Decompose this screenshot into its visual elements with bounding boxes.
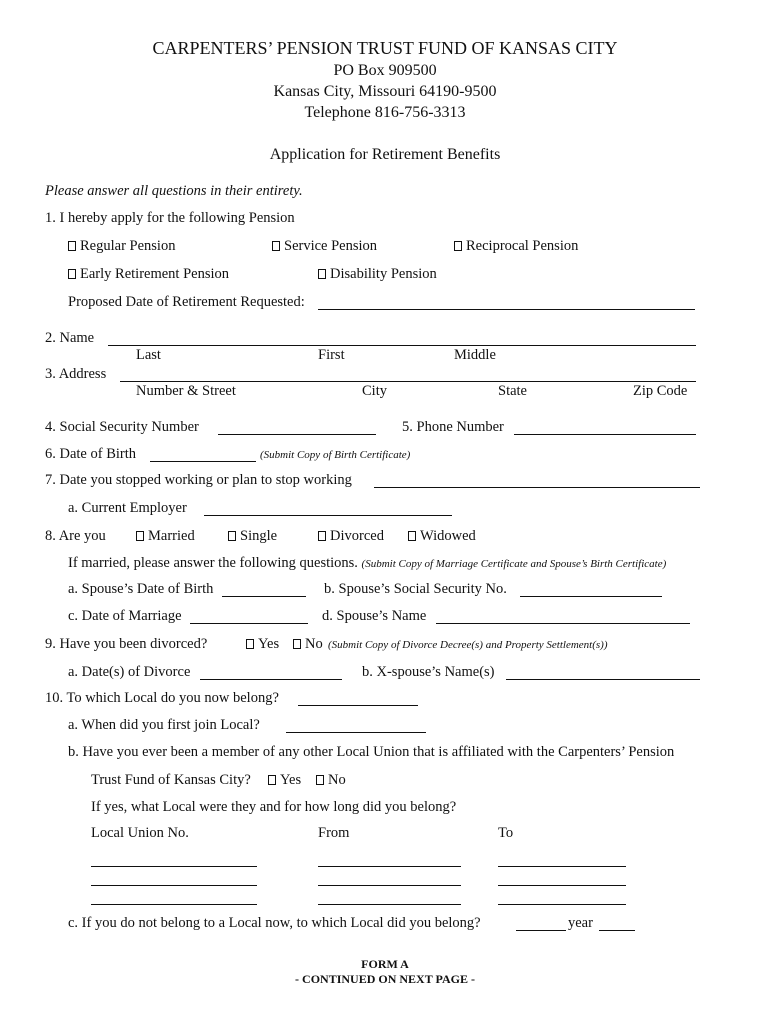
checkbox-icon xyxy=(454,241,462,251)
year-label: year xyxy=(568,915,593,931)
option-reciprocal-pension[interactable]: Reciprocal Pension xyxy=(454,238,578,255)
spouse-dob-label: a. Spouse’s Date of Birth xyxy=(68,581,214,597)
current-employer-field[interactable] xyxy=(204,515,452,516)
option-married[interactable]: Married xyxy=(136,528,195,545)
divorced-yes[interactable]: Yes xyxy=(246,636,279,653)
q10c-label: c. If you do not belong to a Local now, to which Local did you belong? xyxy=(68,915,481,931)
checkbox-icon xyxy=(318,269,326,279)
q6-label: 6. Date of Birth xyxy=(45,446,137,462)
local-union-field-2[interactable] xyxy=(91,885,257,886)
option-regular-pension[interactable]: Regular Pension xyxy=(68,238,175,255)
name-last-label: Last xyxy=(136,347,161,363)
instruction: Please answer all questions in their entirety. xyxy=(45,183,303,199)
to-field-1[interactable] xyxy=(498,866,626,867)
spouse-dob-field[interactable] xyxy=(222,596,306,597)
option-early-retirement-pension[interactable]: Early Retirement Pension xyxy=(68,266,229,283)
q10a-label: a. When did you first join Local? xyxy=(68,717,260,733)
name-first-label: First xyxy=(318,347,345,363)
checkbox-icon xyxy=(246,639,254,649)
marriage-date-label: c. Date of Marriage xyxy=(68,608,182,624)
checkbox-icon xyxy=(316,775,324,785)
from-field-3[interactable] xyxy=(318,904,461,905)
checkbox-icon xyxy=(293,639,301,649)
q10b-line1: b. Have you ever been a member of any other Local Union that is affiliated with the Carpenters’ Pension xyxy=(68,744,675,760)
current-local-field[interactable] xyxy=(298,705,418,706)
phone-field[interactable] xyxy=(514,434,696,435)
q6-note: (Submit Copy of Birth Certificate) xyxy=(260,449,411,461)
proposed-date-field[interactable] xyxy=(318,309,695,310)
proposed-date-label: Proposed Date of Retirement Requested: xyxy=(68,294,305,310)
q2-label: 2. Name xyxy=(45,330,95,346)
ssn-field[interactable] xyxy=(218,434,376,435)
q8-label: 8. Are you xyxy=(45,528,106,544)
divorce-date-label: a. Date(s) of Divorce xyxy=(68,664,191,680)
other-local-yes[interactable]: Yes xyxy=(268,772,301,789)
continued-label: - CONTINUED ON NEXT PAGE - xyxy=(295,972,475,986)
q9-label: 9. Have you been divorced? xyxy=(45,636,208,652)
po-box: PO Box 909500 xyxy=(333,62,437,79)
address-zip-label: Zip Code xyxy=(633,383,688,399)
from-field-1[interactable] xyxy=(318,866,461,867)
q4-label: 4. Social Security Number xyxy=(45,419,199,435)
address-field[interactable] xyxy=(120,381,696,382)
q1-label: 1. I hereby apply for the following Pension xyxy=(45,210,295,226)
from-field-2[interactable] xyxy=(318,885,461,886)
q3-label: 3. Address xyxy=(45,366,107,382)
year-field[interactable] xyxy=(599,930,635,931)
married-instructions: If married, please answer the following questions. (Submit Copy of Marriage Certificate and Spouse’s Birth Certificate) xyxy=(68,555,667,571)
spouse-name-label: d. Spouse’s Name xyxy=(322,608,427,624)
q9-note: (Submit Copy of Divorce Decree(s) and Property Settlement(s)) xyxy=(328,639,608,651)
local-union-field-3[interactable] xyxy=(91,904,257,905)
address-state-label: State xyxy=(498,383,527,399)
q10-if-yes: If yes, what Local were they and for how long did you belong? xyxy=(91,799,457,815)
q5-label: 5. Phone Number xyxy=(402,419,504,435)
name-middle-label: Middle xyxy=(454,347,496,363)
to-field-2[interactable] xyxy=(498,885,626,886)
q10b-line2: Trust Fund of Kansas City? xyxy=(91,772,251,788)
address-city-label: City xyxy=(362,383,387,399)
spouse-ssn-field[interactable] xyxy=(520,596,662,597)
city-state: Kansas City, Missouri 64190-9500 xyxy=(273,83,497,100)
former-local-field[interactable] xyxy=(516,930,566,931)
ex-spouse-name-field[interactable] xyxy=(506,679,700,680)
to-field-3[interactable] xyxy=(498,904,626,905)
ex-spouse-name-label: b. X-spouse’s Name(s) xyxy=(362,664,495,680)
name-field[interactable] xyxy=(108,345,696,346)
checkbox-icon xyxy=(272,241,280,251)
org-title: CARPENTERS’ PENSION TRUST FUND OF KANSAS CITY xyxy=(152,38,618,58)
telephone: Telephone 816-756-3313 xyxy=(304,104,466,121)
form-id: FORM A xyxy=(361,957,409,971)
q7-label: 7. Date you stopped working or plan to stop working xyxy=(45,472,352,488)
q7a-label: a. Current Employer xyxy=(68,500,187,516)
checkbox-icon xyxy=(408,531,416,541)
q10-label: 10. To which Local do you now belong? xyxy=(45,690,279,706)
spouse-name-field[interactable] xyxy=(436,623,690,624)
col-from: From xyxy=(318,825,350,841)
checkbox-icon xyxy=(68,241,76,251)
other-local-no[interactable]: No xyxy=(316,772,346,789)
checkbox-icon xyxy=(68,269,76,279)
dob-field[interactable] xyxy=(150,461,256,462)
checkbox-icon xyxy=(136,531,144,541)
option-service-pension[interactable]: Service Pension xyxy=(272,238,377,255)
married-note: (Submit Copy of Marriage Certificate and Spouse’s Birth Certificate) xyxy=(361,558,667,570)
local-union-field-1[interactable] xyxy=(91,866,257,867)
divorced-no[interactable]: No xyxy=(293,636,323,653)
option-divorced[interactable]: Divorced xyxy=(318,528,384,545)
checkbox-icon xyxy=(228,531,236,541)
first-join-local-field[interactable] xyxy=(286,732,426,733)
marriage-date-field[interactable] xyxy=(190,623,308,624)
stop-working-date-field[interactable] xyxy=(374,487,700,488)
option-widowed[interactable]: Widowed xyxy=(408,528,476,545)
option-single[interactable]: Single xyxy=(228,528,277,545)
col-to: To xyxy=(498,825,514,841)
option-disability-pension[interactable]: Disability Pension xyxy=(318,266,437,283)
checkbox-icon xyxy=(268,775,276,785)
address-street-label: Number & Street xyxy=(136,383,236,399)
col-local-union: Local Union No. xyxy=(91,825,189,841)
spouse-ssn-label: b. Spouse’s Social Security No. xyxy=(324,581,507,597)
form-title: Application for Retirement Benefits xyxy=(269,146,501,163)
divorce-date-field[interactable] xyxy=(200,679,342,680)
checkbox-icon xyxy=(318,531,326,541)
